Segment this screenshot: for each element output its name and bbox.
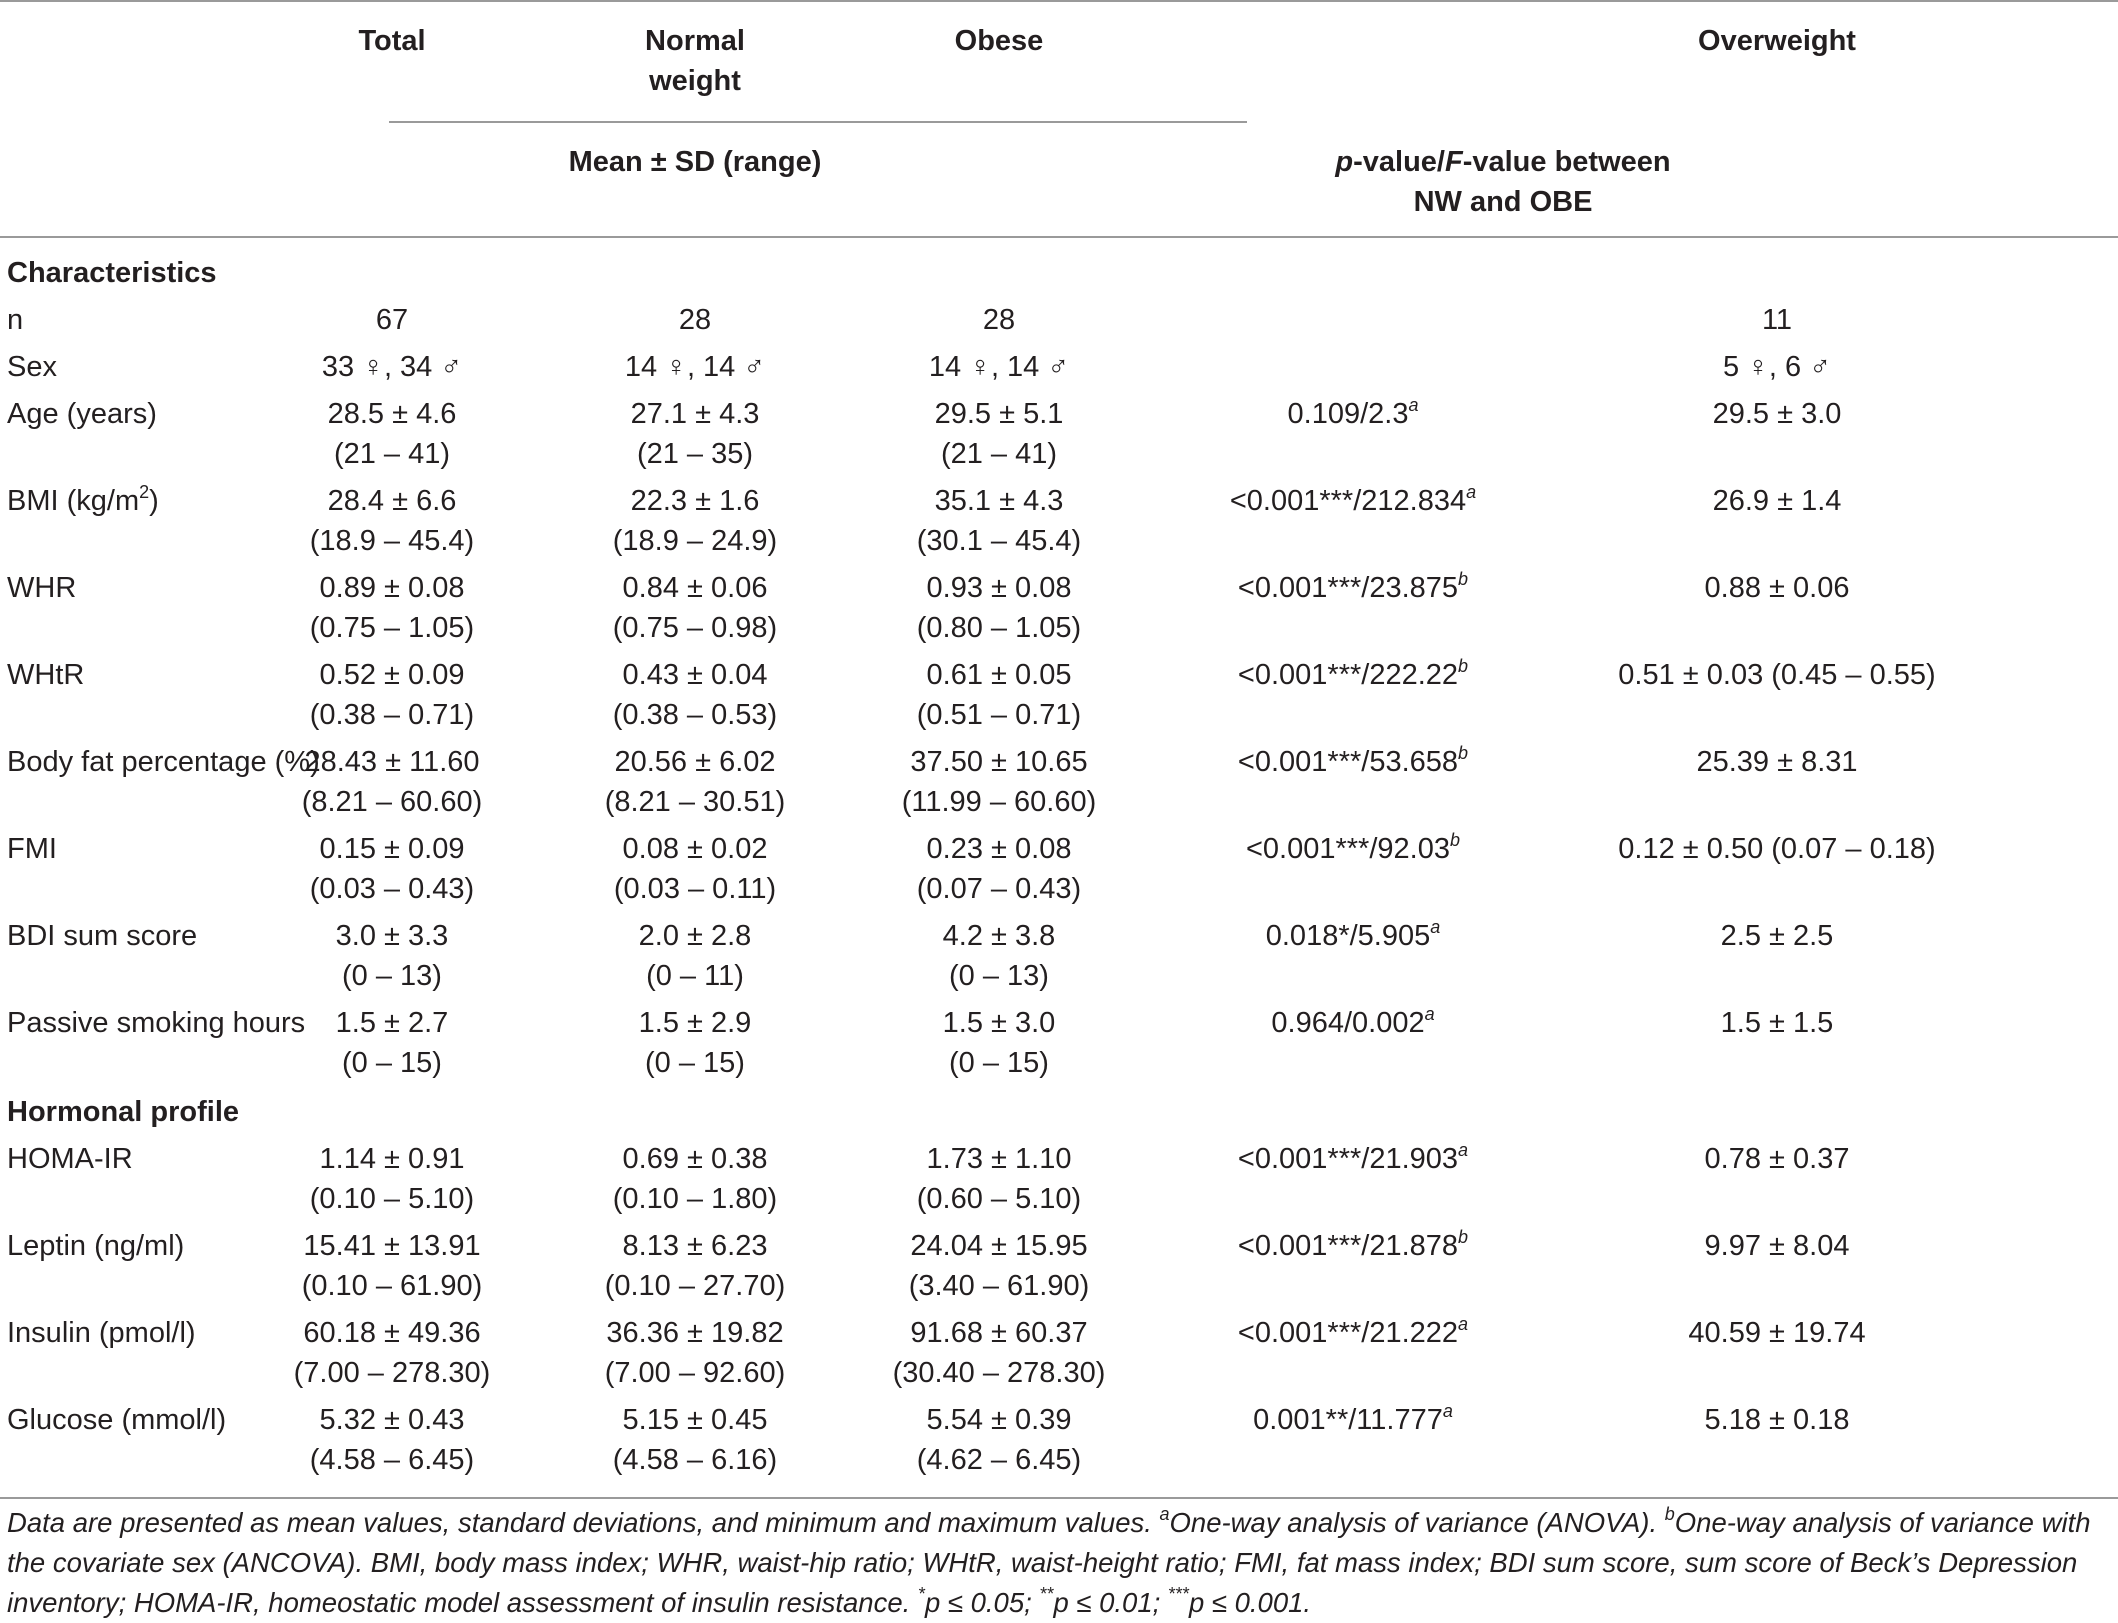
cell-overweight: 0.12 ± 0.50 (0.07 – 0.18) — [1618, 833, 1936, 865]
table-footnote: Data are presented as mean values, standard deviations, and minimum and maximum values. $^a$One-way analysis of variance (ANOVA). $^b$One-way analysis of variance with the covariate sex (ANCOVA). BMI, body mass index; WHR, waist-hip ratio; WHtR, waist-height ratio; FMI, fat mass index; BDI sum score, sum score of Beck’s Depression inventory; HOMA-IR, homeostatic model assessment of insulin resistance. *p ≤ 0.05; **p ≤ 0.01; ***p ≤ 0.001. — [7, 1504, 2091, 1618]
cell-pvalue: <0.001***/21.222$^a$ — [1237, 1314, 1469, 1349]
cell-normal-weight: 1.5 ± 2.9 (0 – 15) — [638, 1007, 752, 1079]
cell-obese: 91.68 ± 60.37 (30.40 – 278.30) — [892, 1317, 1106, 1389]
header-overweight: Overweight — [1698, 25, 1856, 57]
header-pvalue — [1273, 142, 1733, 222]
cell-obese: 0.61 ± 0.05 (0.51 – 0.71) — [916, 659, 1082, 731]
cell-total: 3.0 ± 3.3 (0 – 13) — [335, 920, 449, 992]
row-label: BDI sum score — [7, 920, 198, 952]
cell-pvalue: <0.001***/222.22$^b$ — [1237, 656, 1469, 691]
cell-pvalue: <0.001***/53.658$^b$ — [1237, 743, 1469, 778]
cell-normal-weight: 28 — [678, 304, 712, 336]
header-mean-sd: Mean ± SD (range) — [568, 146, 822, 178]
cell-pvalue: 0.001**/11.777$^a$ — [1253, 1401, 1453, 1436]
row-label: HOMA-IR — [7, 1143, 133, 1175]
cell-obese: 37.50 ± 10.65 (11.99 – 60.60) — [901, 746, 1097, 818]
row-label: Sex — [7, 351, 57, 383]
cell-total: 28.4 ± 6.6 (18.9 – 45.4) — [309, 485, 475, 557]
section-hormonal-profile: Hormonal profile — [7, 1096, 240, 1128]
cell-pvalue: <0.001***/212.834$^a$ — [1229, 482, 1477, 517]
row-label: Passive smoking hours — [7, 1007, 306, 1039]
row-label: BMI $(kg/m^2)$ — [7, 482, 159, 517]
cell-obese: 29.5 ± 5.1 (21 – 41) — [934, 398, 1064, 470]
cell-obese: 4.2 ± 3.8 (0 – 13) — [942, 920, 1056, 992]
cell-normal-weight: 5.15 ± 0.45 (4.58 – 6.16) — [612, 1404, 778, 1476]
row-label: Leptin (ng/ml) — [7, 1230, 185, 1262]
cell-obese: 28 — [982, 304, 1016, 336]
cell-overweight: 1.5 ± 1.5 — [1720, 1007, 1834, 1039]
cell-normal-weight: 36.36 ± 19.82 (7.00 – 92.60) — [604, 1317, 786, 1389]
cell-pvalue: 0.109/2.3$^a$ — [1287, 395, 1419, 430]
row-label: n — [7, 304, 24, 336]
cell-normal-weight: 0.08 ± 0.02 (0.03 – 0.11) — [613, 833, 777, 905]
header-normal-line1: Normal — [645, 25, 745, 57]
cell-pvalue: <0.001***/21.878$^b$ — [1237, 1227, 1469, 1262]
cell-total: 33 ♀, 34 ♂ — [321, 351, 463, 383]
cell-total: 1.14 ± 0.91 (0.10 – 5.10) — [309, 1143, 475, 1215]
cell-overweight: 26.9 ± 1.4 — [1712, 485, 1842, 517]
header-obese: Obese — [954, 25, 1044, 57]
cell-pvalue: 0.964/0.002$^a$ — [1271, 1004, 1435, 1039]
cell-obese: 5.54 ± 0.39 (4.62 – 6.45) — [916, 1404, 1082, 1476]
row-label: Glucose (mmol/l) — [7, 1404, 227, 1436]
cell-total: 67 — [375, 304, 409, 336]
table-bottom-rule — [0, 1497, 2118, 1499]
cell-overweight: 25.39 ± 8.31 — [1696, 746, 1858, 778]
cell-total: 28.43 ± 11.60 (8.21 – 60.60) — [301, 746, 483, 818]
cell-normal-weight: 27.1 ± 4.3 (21 – 35) — [630, 398, 760, 470]
cell-overweight: 2.5 ± 2.5 — [1720, 920, 1834, 952]
cell-overweight: 5 ♀, 6 ♂ — [1723, 351, 1831, 383]
cell-total: 28.5 ± 4.6 (21 – 41) — [327, 398, 457, 470]
cell-obese: 1.73 ± 1.10 (0.60 – 5.10) — [916, 1143, 1082, 1215]
cell-obese: 14 ♀, 14 ♂ — [928, 351, 1070, 383]
row-label: Age (years) — [7, 398, 157, 430]
cell-total: 0.15 ± 0.09 (0.03 – 0.43) — [309, 833, 475, 905]
cell-normal-weight: 20.56 ± 6.02 (8.21 – 30.51) — [604, 746, 786, 818]
cell-obese: 0.93 ± 0.08 (0.80 – 1.05) — [916, 572, 1082, 644]
cell-pvalue: <0.001***/21.903$^a$ — [1237, 1140, 1469, 1175]
cell-obese: 1.5 ± 3.0 (0 – 15) — [942, 1007, 1056, 1079]
cell-total: 60.18 ± 49.36 (7.00 – 278.30) — [293, 1317, 491, 1389]
section-characteristics: Characteristics — [7, 257, 217, 289]
cell-overweight: 40.59 ± 19.74 — [1688, 1317, 1866, 1349]
row-label: WHR — [7, 572, 77, 604]
cell-pvalue: 0.018*/5.905$^a$ — [1265, 917, 1441, 952]
header-pvalue-line2: NW and OBE — [1413, 186, 1593, 218]
row-label: Insulin (pmol/l) — [7, 1317, 196, 1349]
cell-overweight: 9.97 ± 8.04 — [1704, 1230, 1850, 1262]
header-pvalue-line1: p-value/F-value between — [1335, 146, 1671, 178]
cell-overweight: 11 — [1761, 304, 1793, 336]
cell-normal-weight: 0.69 ± 0.38 (0.10 – 1.80) — [612, 1143, 778, 1215]
cell-total: 5.32 ± 0.43 (4.58 – 6.45) — [309, 1404, 475, 1476]
cell-total: 15.41 ± 13.91 (0.10 – 61.90) — [301, 1230, 483, 1302]
cell-overweight: 0.88 ± 0.06 — [1704, 572, 1850, 604]
cell-overweight: 0.51 ± 0.03 (0.45 – 0.55) — [1618, 659, 1936, 691]
cell-pvalue: <0.001***/23.875$^b$ — [1237, 569, 1469, 604]
cell-total: 0.52 ± 0.09 (0.38 – 0.71) — [309, 659, 475, 731]
cell-normal-weight: 0.84 ± 0.06 (0.75 – 0.98) — [612, 572, 778, 644]
header-normal-weight — [573, 21, 817, 101]
cell-total: 0.89 ± 0.08 (0.75 – 1.05) — [309, 572, 475, 644]
cell-normal-weight: 14 ♀, 14 ♂ — [624, 351, 766, 383]
cell-normal-weight: 22.3 ± 1.6 (18.9 – 24.9) — [612, 485, 778, 557]
cell-total: 1.5 ± 2.7 (0 – 15) — [335, 1007, 449, 1079]
cell-obese: 24.04 ± 15.95 (3.40 – 61.90) — [908, 1230, 1090, 1302]
cell-normal-weight: 8.13 ± 6.23 (0.10 – 27.70) — [604, 1230, 786, 1302]
row-label: WHtR — [7, 659, 85, 691]
cell-overweight: 29.5 ± 3.0 — [1712, 398, 1842, 430]
header-normal-line2: weight — [649, 65, 741, 97]
cell-normal-weight: 0.43 ± 0.04 (0.38 – 0.53) — [612, 659, 778, 731]
cell-overweight: 5.18 ± 0.18 — [1704, 1404, 1850, 1436]
cell-obese: 35.1 ± 4.3 (30.1 – 45.4) — [916, 485, 1082, 557]
row-label: Body fat percentage (%) — [7, 746, 320, 778]
cell-normal-weight: 2.0 ± 2.8 (0 – 11) — [638, 920, 752, 992]
cell-overweight: 0.78 ± 0.37 — [1704, 1143, 1850, 1175]
mean-sd-rule — [389, 121, 1247, 123]
header-bottom-rule — [0, 236, 2118, 238]
row-label: FMI — [7, 833, 57, 865]
top-rule — [0, 0, 2118, 2]
cell-pvalue: <0.001***/92.03$^b$ — [1245, 830, 1460, 865]
header-total: Total — [358, 25, 426, 57]
cell-obese: 0.23 ± 0.08 (0.07 – 0.43) — [916, 833, 1082, 905]
